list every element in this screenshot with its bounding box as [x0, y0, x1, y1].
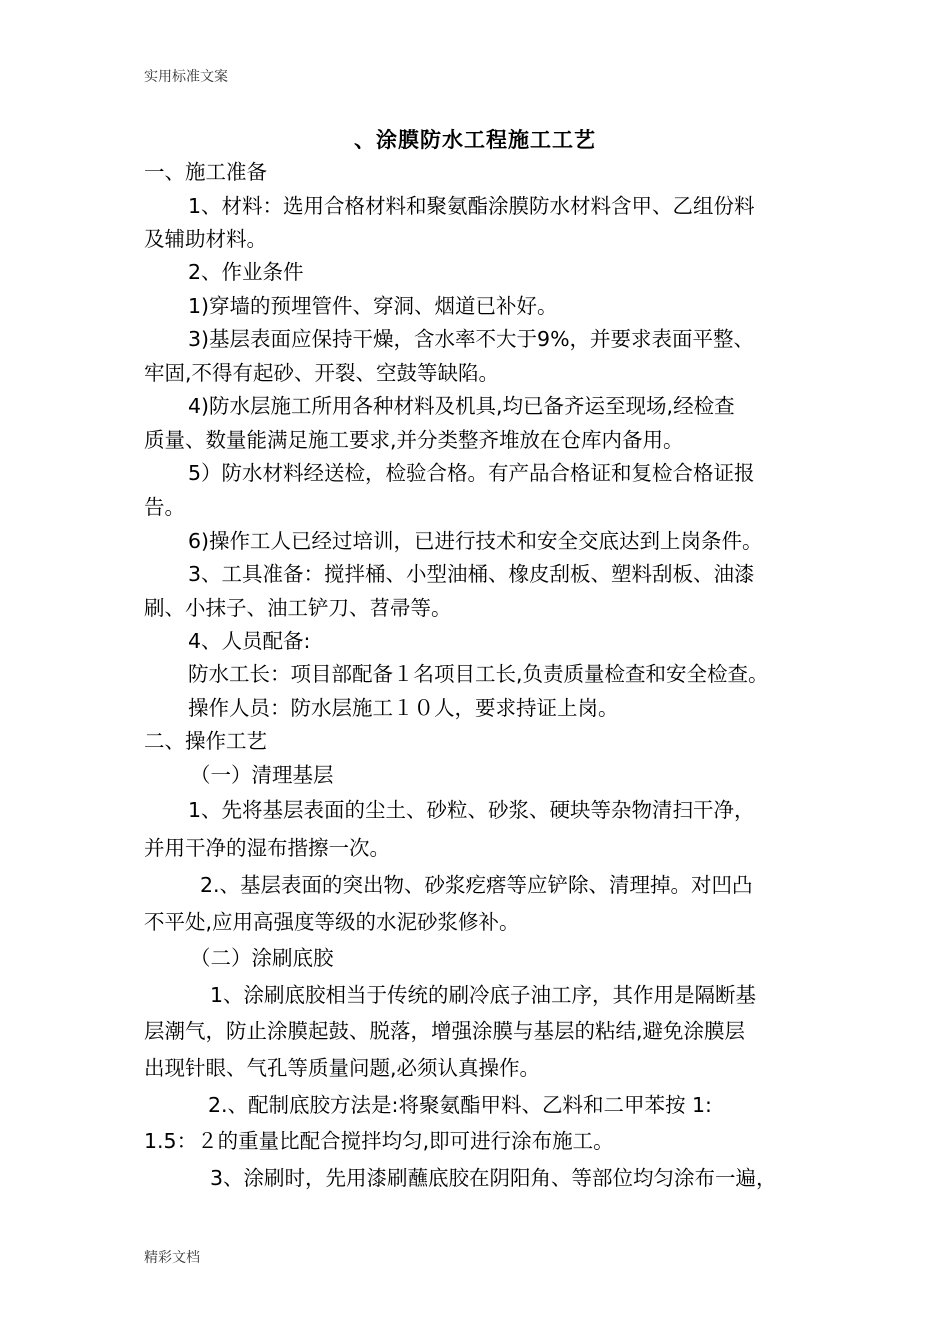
text-line: 1、先将基层表面的尘土、砂粒、砂浆、硬块等杂物清扫干净，	[188, 798, 755, 822]
text-line: 4)防水层施工所用各种材料及机具,均已备齐运至现场,经检查	[188, 394, 735, 418]
text-line: 告。	[144, 495, 185, 519]
text-line: 并用干净的湿布揩擦一次。	[144, 836, 390, 860]
text-line: 1)穿墙的预埋管件、穿洞、烟道已补好。	[188, 294, 558, 318]
text-line: 3)基层表面应保持干燥，含水率不大于9%，并要求表面平整、	[188, 327, 755, 351]
text-line: 防水工长：项目部配备１名项目工长,负责质量检查和安全检查。	[188, 662, 769, 686]
text-line: 6)操作工人已经过培训，已进行技术和安全交底达到上岗条件。	[188, 529, 763, 553]
text-line: （一）清理基层	[190, 763, 334, 787]
text-line: 层潮气，防止涂膜起鼓、脱落，增强涂膜与基层的粘结,避免涂膜层	[144, 1019, 746, 1043]
text-line: 二、操作工艺	[144, 729, 267, 753]
text-line: 1、材料：选用合格材料和聚氨酯涂膜防水材料含甲、乙组份料	[188, 194, 755, 218]
text-line: 及辅助材料。	[144, 227, 267, 251]
text-line: 4、人员配备:	[188, 629, 311, 653]
text-line: 不平处,应用高强度等级的水泥砂浆修补。	[144, 910, 520, 934]
text-line: 5）防水材料经送检，检验合格。有产品合格证和复检合格证报	[188, 461, 755, 485]
page-header: 实用标准文案	[144, 69, 228, 85]
text-line: 3、涂刷时，先用漆刷蘸底胶在阴阳角、等部位均匀涂布一遍，	[210, 1166, 777, 1190]
text-line: （二）涂刷底胶	[190, 946, 334, 970]
text-line: 2.、配制底胶方法是:将聚氨酯甲料、乙料和二甲苯按 1:	[208, 1093, 712, 1117]
page-footer: 精彩文档	[144, 1250, 200, 1266]
text-line: 2、作业条件	[188, 260, 304, 284]
text-line: 出现针眼、气孔等质量问题,必须认真操作。	[144, 1056, 541, 1080]
text-line: 2.、基层表面的突出物、砂浆疙瘩等应铲除、清理掉。对凹凸	[200, 873, 753, 897]
text-line: 一、施工准备	[144, 160, 267, 184]
text-line: 1.5：２的重量比配合搅拌均匀,即可进行涂布施工。	[144, 1129, 614, 1153]
text-line: 质量、数量能满足施工要求,并分类整齐堆放在仓库内备用。	[144, 428, 684, 452]
text-line: 刷、小抹子、油工铲刀、苕帚等。	[144, 596, 452, 620]
text-line: 1、涂刷底胶相当于传统的刷冷底子油工序，其作用是隔断基	[210, 983, 757, 1007]
text-line: 操作人员：防水层施工１０人，要求持证上岗。	[188, 696, 619, 720]
text-line: 3、工具准备：搅拌桶、小型油桶、橡皮刮板、塑料刮板、油漆	[188, 562, 755, 586]
document-title: 、涂膜防水工程施工工艺	[354, 128, 596, 152]
text-line: 牢固,不得有起砂、开裂、空鼓等缺陷。	[144, 361, 500, 385]
